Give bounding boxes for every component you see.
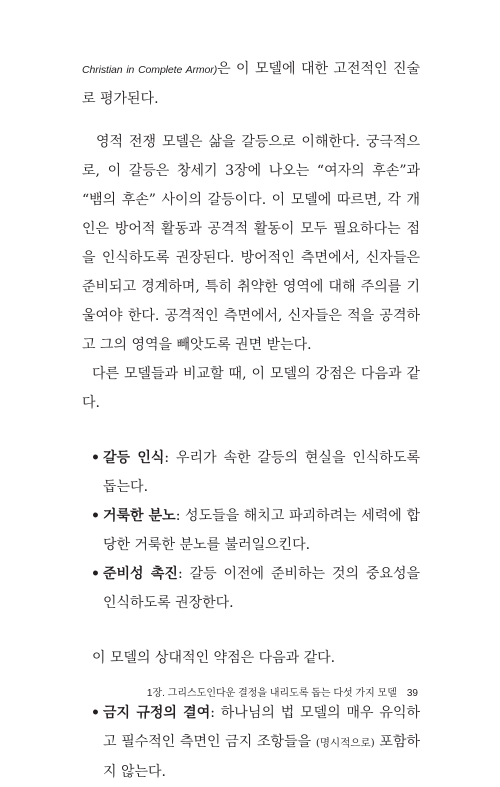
strength-desc: : 우리가 속한 갈등의 현실을 인식하도록 돕는다.	[103, 450, 420, 495]
strength-term: 거룩한 분노	[103, 508, 176, 524]
strength-desc: : 성도들을 해치고 파괴하려는 세력에 합당한 거룩한 분노를 불러일으킨다.	[103, 508, 420, 553]
weaknesses-intro: 이 모델의 상대적인 약점은 다음과 같다.	[92, 650, 336, 666]
page-number: 39	[406, 688, 418, 699]
weaknesses-list	[82, 699, 420, 787]
main-paragraph: 영적 전쟁 모델은 삶을 갈등으로 이해한다. 궁극적으로, 이 갈등은 창세기 3장에 나오는 “여자의 후손”과 “뱀의 후손” 사이의 갈등이다. 이 모델에 따르면, 각 개인은 방어적 활동과 공격적 활동이 모두 필요하다는 점을 인식하도록 권장된다. 방어적인 측면에서, 신자들은 준비되고 경계하며, 특히 취약한 영역에 대해 주의를 기울여야 한다. 공격적인 측면에서, 신자들은 적을 공격하고 그의 영역을 빼앗도록 권면 받는다.	[82, 134, 420, 353]
strength-desc: : 갈등 이전에 준비하는 것의 중요성을 인식하도록 권장한다.	[103, 566, 421, 611]
weakness-term: 금지 규정의 결여	[103, 705, 211, 721]
list-item	[82, 444, 420, 502]
body-text	[82, 55, 420, 787]
list-item	[82, 560, 420, 618]
list-item	[82, 502, 420, 560]
list-item	[82, 699, 420, 787]
bullet-icon: •	[91, 450, 100, 466]
bullet-icon: •	[91, 508, 100, 524]
continuation-paragraph	[82, 55, 420, 114]
strengths-intro: 다른 모델들과 비교할 때, 이 모델의 강점은 다음과 같다.	[82, 366, 420, 411]
strength-term: 갈등 인식	[103, 450, 165, 466]
weakness-desc-end: 포함하지 않는다.	[103, 734, 420, 780]
citation: Christian in Complete Armor)	[82, 64, 218, 76]
weakness-desc-note: (명시적으로)	[315, 737, 375, 749]
bullet-icon: •	[91, 705, 100, 721]
strengths-list	[82, 444, 420, 618]
running-title: 1장. 그리스도인다운 결정을 내리도록 돕는 다섯 가지 모델	[146, 688, 397, 699]
page-footer	[147, 684, 418, 699]
strength-term: 준비성 촉진	[103, 566, 178, 582]
bullet-icon: •	[91, 566, 100, 582]
continuation-text: 은 이 모델에 대한 고전적인 진술로 평가된다.	[82, 61, 420, 107]
weakness-desc: : 하나님의 법 모델의 매우 유익하고 필수적인 측면인 금지 조항들을	[103, 705, 420, 750]
